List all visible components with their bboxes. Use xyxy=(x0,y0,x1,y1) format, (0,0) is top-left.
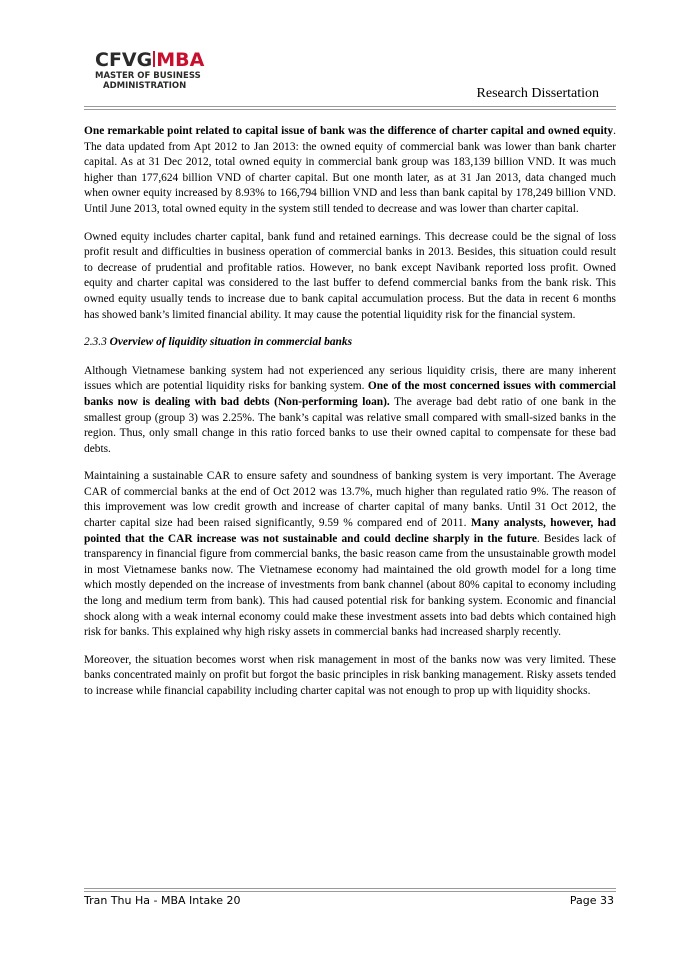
section-heading xyxy=(84,335,616,351)
logo-subtitle xyxy=(95,72,225,91)
bold-statement: One of the most concerned issues with commercial banks now is dealing with bad debts (Non-performing loan). xyxy=(84,380,616,408)
bold-statement: Many analysts, however, had pointed that the CAR increase was not sustainable and could decline sharply in the future xyxy=(84,517,616,545)
paragraph-risk-management: Moreover, the situation becomes worst when risk management in most of the banks now was very limited. These banks concentrated mainly on profit but forgot the basic principles in risk banking management. Risky assets tended to increase while financial capability including charter capital was not enough to prop up with liquidity shocks. xyxy=(84,653,616,697)
logo-subtitle-line2: ADMINISTRATION xyxy=(103,80,187,91)
paragraph-capital-difference xyxy=(84,124,616,218)
paragraph-text: Maintaining a sustainable CAR to ensure safety and soundness of banking system is very important. The Average CAR of commercial banks at the end of Oct 2012 was 13.7%, much higher than regulated ratio 9%. The reason of this improvement was low credit growth and increase of charter capital of many banks. Until 31 Oct 2012, the charter capital size had been raised significantly, 9.59 % compared end of 2011. xyxy=(84,470,616,530)
body-text xyxy=(84,124,616,712)
paragraph-text: . The data updated from Apt 2012 to Jan 2013: the owned equity of commercial bank was lower than bank charter capital. As at 31 Dec 2012, total owned equity in commercial bank group was 183,139 billion VND. It was much higher than 177,624 billion VND of charter capital. But one month later, as at 31 Jan 2013, data changed much when owner equity increased by 8.93% to 166,794 billion VND and less than bank capital by 178,249 billion VND. Until June 2013, total owned equity in the system still tended to decrease and was lower than charter capital. xyxy=(84,125,616,215)
paragraph-car xyxy=(84,469,616,641)
paragraph-owned-equity: Owned equity includes charter capital, bank fund and retained earnings. This decrease could be the signal of loss profit result and difficulties in business operation of commercial banks in 2013. Besides, this situation could result to decrease of prudential and profitable ratios. However, no bank except Navibank reported loss profit. Owned equity and charter capital was considered to the last buffer to defend commercial banks from the bank risk. This owned equity usually tends to increase due to bank capital accumulation process. But the data in recent 6 months has showed bank’s limited financial ability. It may cause the potential liquidity risk for the financial system. xyxy=(84,230,616,321)
logo-divider xyxy=(153,51,155,67)
logo-wordmark xyxy=(95,50,225,70)
paragraph-text: . Besides lack of transparency in financial figure from commercial banks, the basic reason came from the unsustainable growth model in most Vietnamese banks now. The Vietnamese economy had maintained the old growth model for a long time which mostly depended on the increase of investments from bank channel (about 80% capital to economy including the long and medium term from bank). This had caused potential risk for banking system. Economic and financial shock along with a weak internal economy could make these investment assets into bad debts which contained high risk for banks. This explained why high risky assets in commercial banks had increased sharply recently. xyxy=(84,532,617,639)
cfvg-mba-logo xyxy=(95,50,225,91)
paragraph-text: Although Vietnamese banking system had not experienced any serious liquidity crisis, there are many inherent issues which are potential liquidity risks for banking system. xyxy=(84,364,616,393)
section-number: 2.3.3 xyxy=(84,336,107,349)
footer-author: Tran Thu Ha - MBA Intake 20 xyxy=(84,894,241,907)
paragraph-bad-debts xyxy=(84,364,616,458)
header-divider xyxy=(84,106,616,110)
header-title: Research Dissertation xyxy=(476,86,599,101)
bold-statement: One remarkable point related to capital issue of bank was the difference of charter capital and owned equity xyxy=(84,125,614,137)
logo-part-mba: MBA xyxy=(156,49,205,71)
logo-subtitle-line1: MASTER OF BUSINESS xyxy=(95,71,201,81)
logo-part-cfvg: CFVG xyxy=(95,49,153,71)
footer-divider xyxy=(84,888,616,892)
paragraph-text: The average bad debt ratio of one bank in the smallest group (group 3) was 2.25%. The bank’s capital was relative small compared with small-sized banks in the region. Thus, only small change in this ratio forced banks to use their owned capital to compensate for these bad debts. xyxy=(84,395,616,455)
section-title: Overview of liquidity situation in commercial banks xyxy=(109,336,353,349)
page-number: Page 33 xyxy=(569,894,614,907)
